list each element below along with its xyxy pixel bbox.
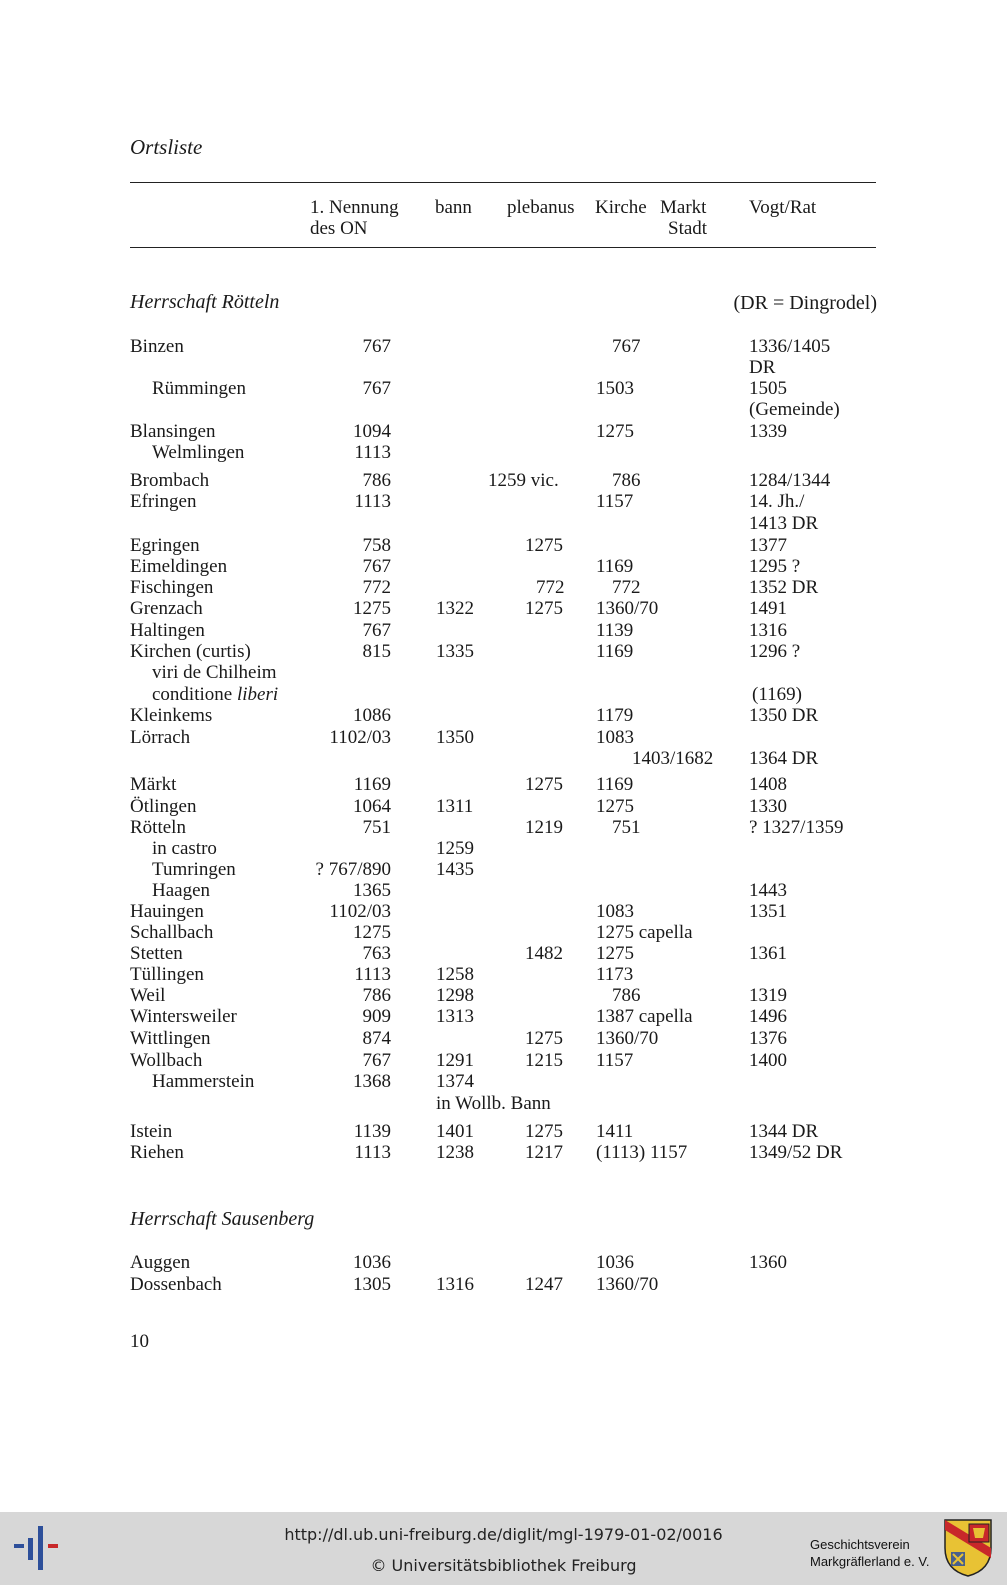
society-line-2: Markgräflerland e. V. [810,1554,930,1569]
vogt-rat-cell: 1376 [749,1028,787,1049]
place-name: Kirchen (curtis) [130,641,251,662]
kirche-markt-cell: 1503 [596,378,634,399]
place-name: Wollbach [130,1050,203,1071]
kirche-markt-cell: (1113) 1157 [596,1142,688,1163]
society-line-1: Geschichtsverein [810,1537,910,1552]
first-mention-cell: 1275 [353,598,391,619]
vogt-rat-cell: 1339 [749,421,787,442]
plebanus-cell: 1275 [525,535,563,556]
vogt-rat-cell: 1413 DR [749,513,819,534]
kirche-markt-cell: 1387 capella [596,1006,693,1027]
first-mention-cell: 758 [362,535,391,556]
first-mention-cell: 1102/03 [329,901,391,922]
bann-cell: 1435 [436,859,474,880]
place-name: conditione liberi [152,684,279,705]
kirche-markt-cell: 1169 [596,556,634,577]
section-title-sausenberg: Herrschaft Sausenberg [130,1208,315,1230]
col-header-bann: bann [435,197,472,218]
kirche-markt-cell: 1411 [596,1121,634,1142]
vogt-rat-cell: 14. Jh./ [749,491,805,512]
vogt-rat-cell: 1360 [749,1252,787,1273]
place-name: Stetten [130,943,183,964]
kirche-markt-cell: 1169 [596,774,634,795]
first-mention-cell: 763 [362,943,391,964]
page-header: Ortsliste [130,135,203,159]
vogt-rat-cell: 1330 [749,796,787,817]
vogt-rat-cell: 1400 [749,1050,787,1071]
plebanus-cell: 1215 [525,1050,563,1071]
place-name-italic: liberi [232,684,279,705]
kirche-markt-cell: 1403/1682 [632,748,714,769]
vogt-rat-cell: 1443 [749,880,787,901]
place-name: Schallbach [130,922,214,943]
first-mention-cell: 786 [362,985,391,1006]
vogt-rat-cell: (1169) [752,684,802,705]
first-mention-cell: 1275 [353,922,391,943]
place-name: Haagen [152,880,211,901]
first-mention-cell: 1094 [353,421,391,442]
plebanus-cell: 1482 [525,943,563,964]
bann-cell: 1311 [436,796,474,817]
kirche-markt-cell: 1157 [596,1050,634,1071]
bann-cell: 1258 [436,964,474,985]
place-name: Haltingen [130,620,205,641]
footer-url-link[interactable]: http://dl.ub.uni-freiburg.de/diglit/mgl-1979-01-02/0016 [284,1525,723,1544]
first-mention-cell: 1368 [353,1071,391,1092]
plebanus-cell: 1247 [525,1274,563,1295]
vogt-rat-cell: 1349/52 DR [749,1142,843,1163]
plebanus-cell: 772 [536,577,565,598]
first-mention-cell: 1086 [353,705,391,726]
kirche-markt-cell: 1157 [596,491,634,512]
place-name: Rümmingen [152,378,246,399]
vogt-rat-cell: 1350 DR [749,705,819,726]
place-name: Binzen [130,336,184,357]
kirche-markt-cell: 772 [612,577,641,598]
place-name: Auggen [130,1252,191,1273]
first-mention-cell: 751 [362,817,391,838]
bann-cell: 1374 [436,1071,474,1092]
vogt-rat-cell: 1316 [749,620,787,641]
first-mention-cell: 786 [362,470,391,491]
col-header-vogt: Vogt/Rat [749,197,817,218]
place-name: Welmlingen [152,442,245,463]
first-mention-cell: 772 [362,577,391,598]
bann-cell: in Wollb. Bann [436,1093,551,1114]
kirche-markt-cell: 786 [612,985,641,1006]
first-mention-cell: 1064 [353,796,391,817]
first-mention-cell: 909 [362,1006,391,1027]
first-mention-cell: 1113 [354,442,391,463]
place-name: Hauingen [130,901,204,922]
bann-cell: 1335 [436,641,474,662]
plebanus-cell: 1275 [525,1121,563,1142]
place-name: Wintersweiler [130,1006,237,1027]
place-name: Blansingen [130,421,216,442]
page-number: 10 [130,1331,149,1352]
kirche-markt-cell: 1275 [596,421,634,442]
first-mention-cell: 815 [362,641,391,662]
place-name: Rötteln [130,817,186,838]
place-name: Grenzach [130,598,203,619]
vogt-rat-cell: 1377 [749,535,787,556]
kirche-markt-cell: 1179 [596,705,634,726]
kirche-markt-cell: 767 [612,336,641,357]
vogt-rat-cell: 1284/1344 [749,470,831,491]
bann-cell: 1298 [436,985,474,1006]
col-header-nennung-2: des ON [310,218,368,239]
legend-dingrodel: (DR = Dingrodel) [733,292,877,314]
first-mention-cell: 1102/03 [329,727,391,748]
kirche-markt-cell: 751 [612,817,641,838]
vogt-rat-cell: DR [749,357,776,378]
place-name: Brombach [130,470,210,491]
place-name: Ötlingen [130,796,197,817]
kirche-markt-cell: 1275 capella [596,922,693,943]
plebanus-cell: 1275 [525,774,563,795]
first-mention-cell: 1169 [353,774,391,795]
place-name: Eimeldingen [130,556,228,577]
first-mention-cell: 1113 [354,964,391,985]
vogt-rat-cell: 1344 DR [749,1121,819,1142]
first-mention-cell: 767 [362,620,391,641]
first-mention-cell: 1365 [353,880,391,901]
place-name: Weil [130,985,166,1006]
first-mention-cell: 767 [362,556,391,577]
bann-cell: 1291 [436,1050,474,1071]
place-name: Tumringen [152,859,236,880]
kirche-markt-cell: 786 [612,470,641,491]
plebanus-cell: 1219 [525,817,563,838]
kirche-markt-cell: 1083 [596,901,634,922]
kirche-markt-cell: 1275 [596,943,634,964]
first-mention-cell: 1113 [354,491,391,512]
vogt-rat-cell: ? 1327/1359 [749,817,844,838]
place-name: Dossenbach [130,1274,222,1295]
vogt-rat-cell: 1336/1405 [749,336,831,357]
kirche-markt-cell: 1083 [596,727,634,748]
vogt-rat-cell: 1361 [749,943,787,964]
first-mention-cell: 767 [362,336,391,357]
first-mention-cell: 1139 [353,1121,391,1142]
section-title-roetteln: Herrschaft Rötteln [130,291,280,313]
vogt-rat-cell: 1491 [749,598,787,619]
first-mention-cell: 767 [362,1050,391,1071]
vogt-rat-cell: (Gemeinde) [749,399,840,420]
vogt-rat-cell: 1496 [749,1006,787,1027]
place-name: Fischingen [130,577,214,598]
plebanus-cell: 1275 [525,1028,563,1049]
vogt-rat-cell: 1505 [749,378,787,399]
place-name: Lörrach [130,727,191,748]
place-name: Efringen [130,491,197,512]
kirche-markt-cell: 1360/70 [596,1028,659,1049]
vogt-rat-cell: 1352 DR [749,577,819,598]
kirche-markt-cell: 1139 [596,620,634,641]
col-header-stadt: Stadt [668,218,708,239]
place-name: Egringen [130,535,200,556]
bann-cell: 1322 [436,598,474,619]
plebanus-cell: 1275 [525,598,563,619]
first-mention-cell: ? 767/890 [315,859,391,880]
bann-cell: 1401 [436,1121,474,1142]
first-mention-cell: 1113 [354,1142,391,1163]
vogt-rat-cell: 1351 [749,901,787,922]
first-mention-cell: 1036 [353,1252,391,1273]
place-name: Märkt [130,774,177,795]
place-name: Kleinkems [130,705,213,726]
bann-cell: 1313 [436,1006,474,1027]
footer-copyright: © Universitätsbibliothek Freiburg [370,1556,637,1575]
col-header-nennung-1: 1. Nennung [310,197,399,218]
bann-cell: 1238 [436,1142,474,1163]
place-name: viri de Chilheim [152,662,277,683]
vogt-rat-cell: 1364 DR [749,748,819,769]
coat-of-arms-icon [943,1518,993,1582]
society-name [810,1536,929,1570]
kirche-markt-cell: 1173 [596,964,634,985]
vogt-rat-cell: 1319 [749,985,787,1006]
place-name: Istein [130,1121,173,1142]
place-name: Riehen [130,1142,184,1163]
place-name: Hammerstein [152,1071,255,1092]
col-header-kirche: Kirche [595,197,647,218]
first-mention-cell: 1305 [353,1274,391,1295]
kirche-markt-cell: 1275 [596,796,634,817]
first-mention-cell: 874 [362,1028,391,1049]
vogt-rat-cell: 1408 [749,774,787,795]
plebanus-cell: 1259 vic. [488,470,559,491]
bann-cell: 1316 [436,1274,474,1295]
bann-cell: 1350 [436,727,474,748]
kirche-markt-cell: 1036 [596,1252,634,1273]
kirche-markt-cell: 1360/70 [596,598,659,619]
table-header-rule [130,247,876,248]
first-mention-cell: 767 [362,378,391,399]
vogt-rat-cell: 1295 ? [749,556,801,577]
bann-cell: 1259 [436,838,474,859]
kirche-markt-cell: 1360/70 [596,1274,659,1295]
plebanus-cell: 1217 [525,1142,563,1163]
place-name: Tüllingen [130,964,204,985]
place-name: in castro [152,838,217,859]
vogt-rat-cell: 1296 ? [749,641,801,662]
col-header-markt: Markt [660,197,707,218]
kirche-markt-cell: 1169 [596,641,634,662]
table-top-rule [130,182,876,183]
col-header-plebanus: plebanus [507,197,575,218]
place-name: Wittlingen [130,1028,211,1049]
